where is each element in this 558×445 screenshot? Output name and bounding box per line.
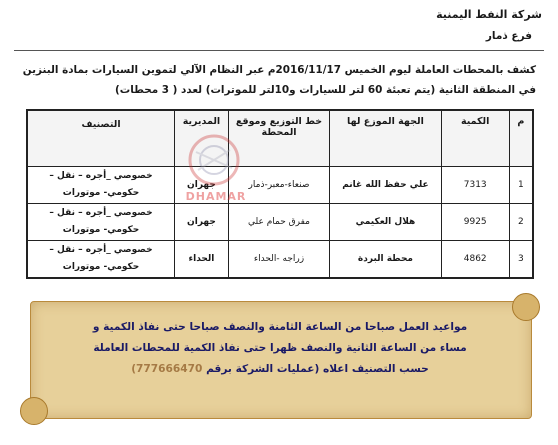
cell-entity: هلال العكيمي (330, 204, 442, 241)
stations-table (26, 109, 534, 279)
cell-classification: خصوصي _أجره – نقل – حكومي- موتورات (27, 167, 175, 204)
cell-distribution-line: مفرق حمام علي (228, 204, 329, 241)
cell-distribution-line: زراجه -الحداء (228, 241, 329, 279)
cell-classification: خصوصي _أجره – نقل – حكومي- موتورات (27, 204, 175, 241)
cell-quantity: 4862 (441, 241, 509, 279)
header-divider (14, 50, 544, 51)
branch-name: فرع ذمار (485, 30, 532, 42)
cell-classification: خصوصي _أجره – نقل – حكومي- موتورات (27, 241, 175, 279)
document-subtitle: في المنطقة الثانية (يتم تعبئة 60 لتر للسيارات و10لتر للموترات) لعدد ( 3 محطات) (115, 84, 536, 96)
notice-line-2: مساء من الساعة الثانية والنصف ظهرا حتى نفاذ الكمية للمحطات العاملة (93, 342, 467, 354)
notice-text (42, 317, 518, 380)
table-row (27, 241, 533, 279)
header-quantity: الكمية (441, 110, 509, 167)
cell-no: 1 (509, 167, 533, 204)
header-entity: الجهة الموزع لها (330, 110, 442, 167)
cell-directorate: جهران (175, 167, 229, 204)
cell-entity: محطة البردة (330, 241, 442, 279)
scroll-roll-bottom-icon (20, 397, 48, 425)
cell-entity: علي حفظ الله غانم (330, 167, 442, 204)
table-row (27, 167, 533, 204)
header-no: م (509, 110, 533, 167)
document-title: كشف بالمحطات العاملة ليوم الخميس 2016/11/17م عبر النظام الآلي لتموين السيارات بمادة البنزين (22, 64, 536, 76)
notice-line-1: مواعيد العمل صباحا من الساعة الثامنة والنصف صباحا حتى نفاذ الكمية و (92, 321, 468, 333)
cell-quantity: 7313 (441, 167, 509, 204)
header-distribution-line: خط التوزيع وموقع المحطة (228, 110, 329, 167)
cell-distribution-line: صنعاء-معبر-ذمار (228, 167, 329, 204)
cell-no: 2 (509, 204, 533, 241)
cell-quantity: 9925 (441, 204, 509, 241)
cell-directorate: الحداء (175, 241, 229, 279)
cell-directorate: جهران (175, 204, 229, 241)
notice-scroll (20, 293, 540, 425)
table-row (27, 204, 533, 241)
notice-line-3 (42, 359, 518, 380)
watermark-text: DHAMAR (185, 190, 247, 203)
company-name: شركة النفط اليمنية (436, 8, 542, 21)
notice-line-3-text: حسب التصنيف اعلاه (عمليات الشركة برقم (206, 363, 429, 375)
header-directorate: المديرية (175, 110, 229, 167)
cell-no: 3 (509, 241, 533, 279)
table-header-row (27, 110, 533, 167)
notice-phone-number: 777666470) (131, 363, 203, 375)
header-classification: التصنيف (27, 110, 175, 167)
